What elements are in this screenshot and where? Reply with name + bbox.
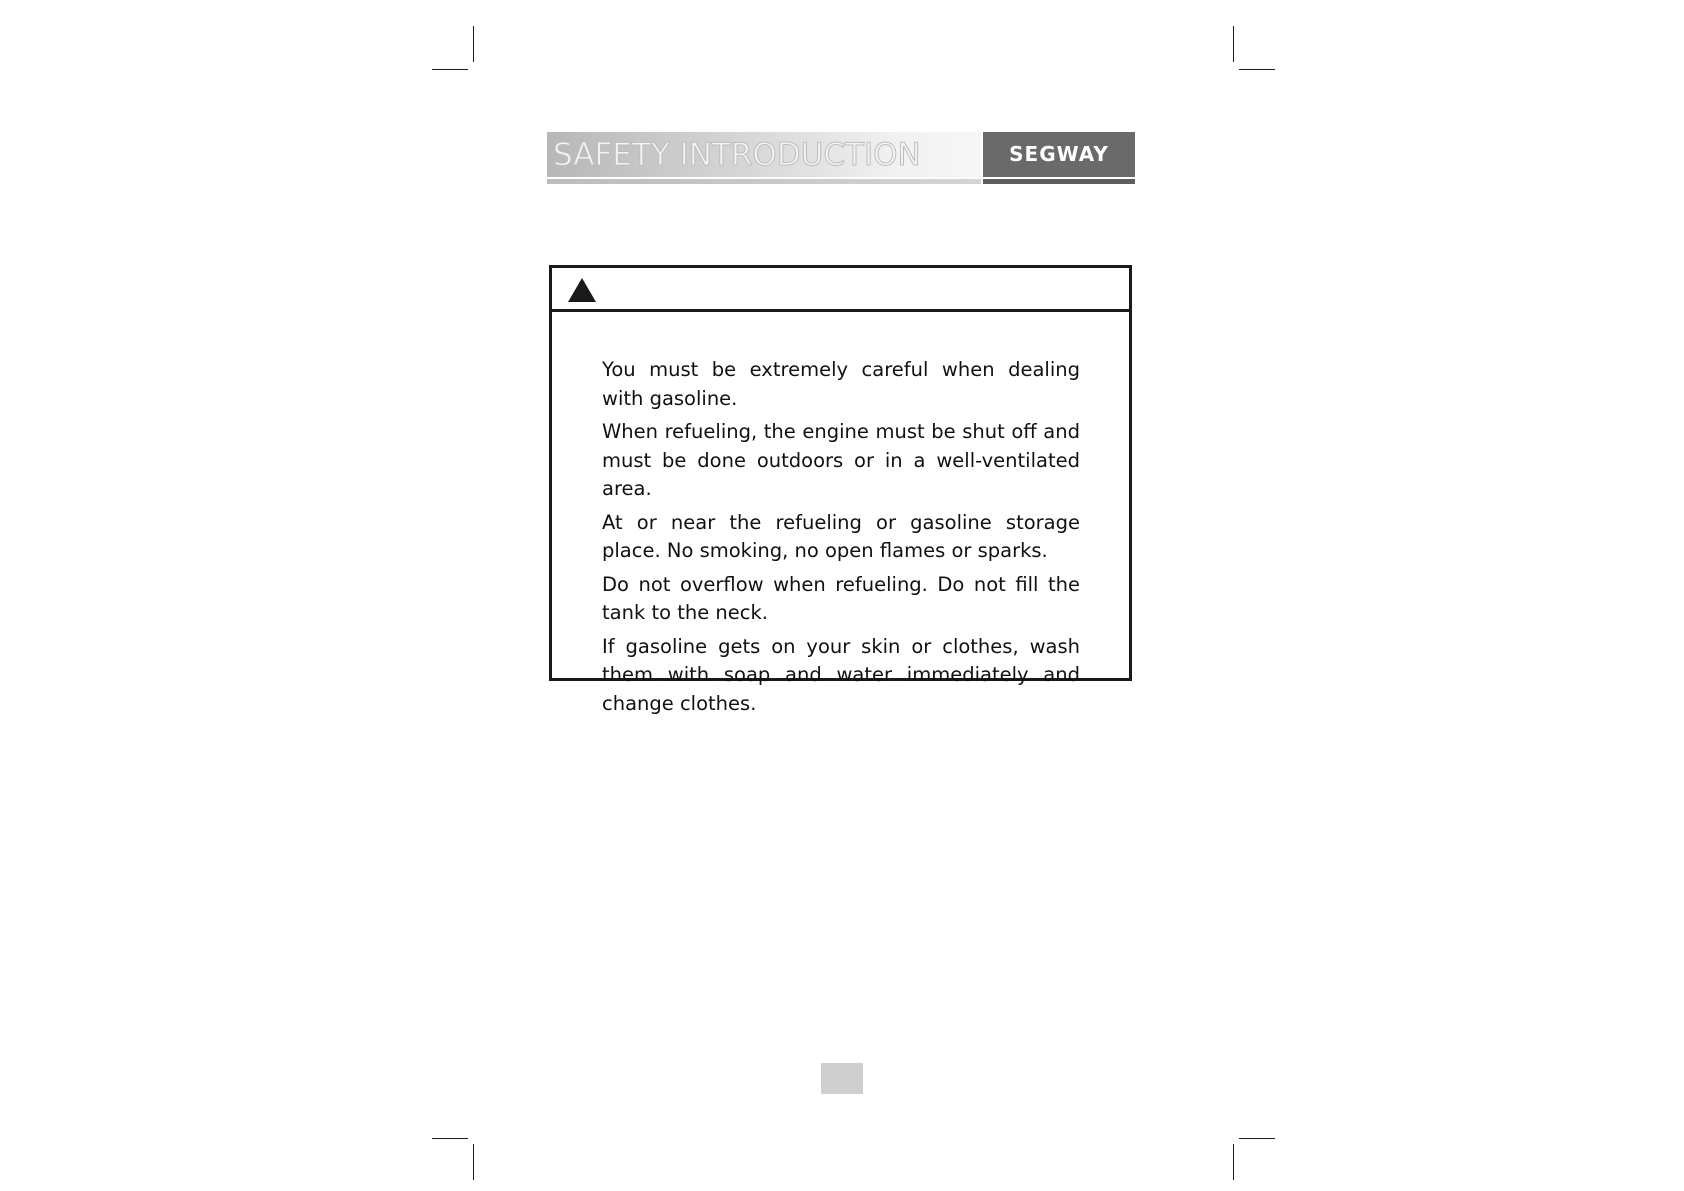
warning-triangle-icon [568, 278, 596, 302]
crop-mark-top-left-horizontal [432, 69, 468, 70]
warning-box [549, 265, 1132, 715]
warning-item: At or near the refueling or gasoline storage place. No smoking, no open flames or sparks. [602, 510, 1080, 562]
section-title-bar [547, 132, 981, 177]
section-title: SAFETY INTRODUCTION [553, 137, 921, 173]
warning-item: You must be extremely careful when dealing with gasoline. [602, 358, 1080, 410]
warning-item: If gasoline gets on your skin or clothes, wash them with soap and water immediately and change clothes. [602, 634, 1080, 715]
crop-mark-top-right-horizontal [1239, 69, 1275, 70]
warning-list [602, 356, 1080, 723]
warning-item: When refueling, the engine must be shut off and must be done outdoors or in a well-ventilated area. [602, 420, 1080, 500]
brand-bar-underline [983, 179, 1135, 184]
crop-mark-bottom-right-horizontal [1239, 1138, 1275, 1139]
section-title-underline [547, 179, 981, 184]
crop-mark-bottom-left-horizontal [432, 1138, 468, 1139]
brand-logo: SEGWAY [1009, 142, 1109, 166]
brand-bar [983, 132, 1135, 177]
crop-mark-bottom-left-vertical [473, 1144, 474, 1180]
page-number-tab [821, 1063, 863, 1094]
crop-mark-bottom-right-vertical [1233, 1144, 1234, 1180]
warning-header [552, 268, 1129, 312]
crop-mark-top-right-vertical [1233, 26, 1234, 62]
page-header [547, 132, 1135, 184]
crop-mark-top-left-vertical [473, 26, 474, 62]
warning-item: Do not overflow when refueling. Do not fill the tank to the neck. [602, 572, 1080, 624]
